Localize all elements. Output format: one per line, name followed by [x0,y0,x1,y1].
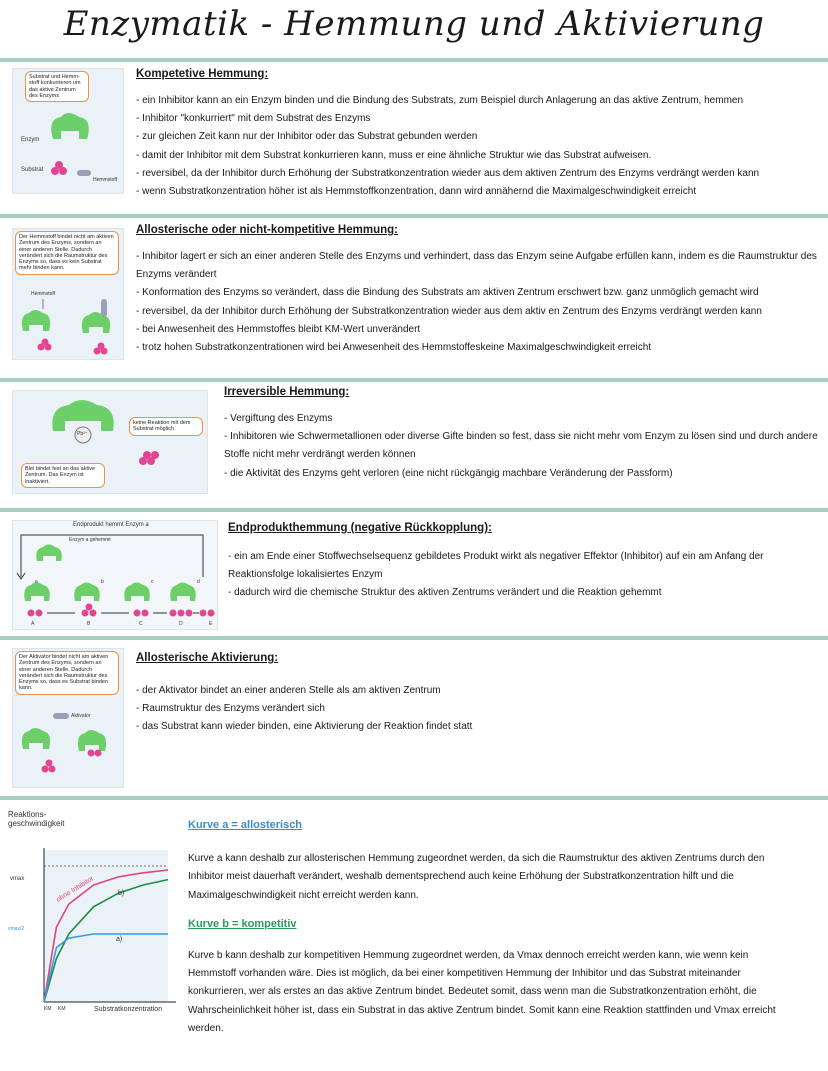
activation-content [136,652,818,737]
irreversible-heading: Irreversible Hemmung: [224,386,350,398]
bullet: - Inhibitor lagert er sich an einer anderen Stelle des Enzyms und verhindert, dass das Enzym seine Aufgabe erfüllen kann, indem es die Raumstruktur des Enzyms verändert [136,251,817,281]
bullet: - ein am Ende einer Stoffwechselsequenz gebildetes Produkt wirkt als negativer Effektor (Inhibitor) auf ein am Anfang der Reaktionsfolge lokalisiertes Enzym [228,551,764,581]
half-vmax-label: vmax/2 [8,926,25,932]
bullet: - zur gleichen Zeit kann nur der Inhibitor oder das Substrat gebunden werden [136,131,478,143]
bullet: - Vergiftung des Enzyms [224,413,333,424]
bullet: - der Aktivator bindet an einer anderen Stelle als am aktiven Zentrum [136,685,441,696]
km-label-1: KM [44,1006,52,1012]
competitive-callout: Substrat und Hemm-stoff konkurrieren um das aktive Zentrum des Enzyms [25,71,89,102]
endproduct-heading: Endprodukthemmung (negative Rückkopplung): [228,522,492,534]
section-competitive [0,62,828,212]
competitive-content [136,68,818,201]
endproduct-content [228,522,818,603]
page-title: Enzymatik - Hemmung und Aktivierung [63,4,765,44]
bullet: - Inhibitoren wie Schwermetallionen oder diverse Gifte binden so fest, dass sie nicht mehr vom Enzym zu lösen sind und durch andere Stoffe nicht mehr verdrängt werden können [224,431,818,461]
graph-explanation [188,816,788,1038]
bullet: - Raumstruktur des Enzyms verändert sich [136,703,325,715]
label-hemmstoff: Hemmstoff [31,291,56,297]
label-aktivator: Aktivator [71,713,91,719]
product-letter-B: B [87,621,91,627]
bullet: - damit der Inhibitor mit dem Substrat konkurrieren kann, muss er eine ähnliche Struktur wie das Substrat aufweisen. [136,149,652,161]
bullet: - Konformation des Enzyms so verändert, dass die Bindung des Substrats am aktiven Zentrum erschwert bzw. ganz unmöglich gemacht wird [136,287,759,299]
vmax-label: vmax [10,876,25,882]
kurve-a-heading: Kurve a = allosterisch [188,819,303,831]
figure-allosteric [12,228,124,360]
allosteric-callout: Der Hemmstoff bindet nicht am aktiven Zentrum des Enzyms, sondern an einer anderen Stelle. Dadurch verändert sich die Raumstruktur des Enzyms so, dass es kein Substrat mehr binden kann. [15,231,119,275]
endproduct-illustration [13,521,218,630]
kurve-b-text: Kurve b kann deshalb zur kompetitiven Hemmung zugeordnet werden, da Vmax dennoch erreicht werden kann, wie wenn kein Hemmstoff vorhanden wäre. Dies ist möglich, da bei einer kompetitiven Hemmung der Inhibitor und das Substrat miteinander konkurrieren, wer als erstes an das aktive Zentrum bindet. Bedeutet somit, dass wenn man die Substratkonzentration erhöht, die Wahrscheinlichkeit höher ist, dass ein Substrat in das aktive Zentrum bindet. Somit kann eine Reaktion stattfinden und Vmax erreicht werden. [188,950,776,1034]
figure-competitive [12,68,124,194]
curve-label-b: b) [118,890,125,897]
activation-heading: Allosterische Aktivierung: [136,652,279,664]
bullet: - die Aktivität des Enzyms geht verloren (eine nicht rückgängig machbare Veränderung der Passform) [224,467,673,479]
irreversible-content [224,386,818,483]
label-enzym: Enzym [21,137,40,143]
competitive-bullets [136,92,818,201]
bullet: - trotz hohen Substratkonzentrationen wird bei Anwesenheit des Hemmstoffeskeine Maximalgeschwindigkeit erreicht [136,342,652,354]
graph-ylabel: Reaktions- geschwindigkeit [8,810,65,828]
product-letter-D: D [179,621,183,627]
enzyme-letter-d: d [197,579,200,585]
bullet: - wenn Substratkonzentration höher ist als Hemmstoffkonzentration, dann wird annähernd die Maximalgeschwindigkeit erreicht [136,186,697,198]
label-pb: Pb²⁺ [77,431,88,437]
bullet: - das Substrat kann wieder binden, eine Aktivierung der Reaktion findet statt [136,721,473,733]
endproduct-bullets [228,548,818,603]
curve-label-ohne: ohne Inhibitor [55,875,96,904]
figure-endproduct [12,520,218,630]
allosteric-content [136,224,818,357]
figure-activation [12,648,124,788]
activation-callout: Der Aktivator bindet nicht am aktiven Zentrum des Enzyms, sondern an einer anderen Stelle. Dadurch verändert sich die Raumstruktur des Enzyms so, dass es Substrat binden kann. [15,651,119,695]
bullet: - Inhibitor "konkurriert" mit dem Substrat des Enzyms [136,113,371,125]
label-substrat: Substrat [21,167,44,173]
activation-bullets [136,682,818,737]
section-irreversible [0,382,828,506]
enzyme-letter-a: a [35,579,38,585]
allosteric-bullets [136,248,818,357]
product-letter-A: A [31,621,35,627]
section-allosteric [0,218,828,378]
section-endproduct [0,512,828,634]
divider [0,796,828,800]
section-activation [0,640,828,792]
kurve-a-text: Kurve a kann deshalb zur allosterischen Hemmung zugeordnet werden, da sich die Raumstruktur des aktiven Zentrums durch den Inhibitor meist dauerhaft verändert, weshalb dementsprechend auch keine Erhöhung der Substratkonzentration hilft und die Maximalgeschwindigkeit nicht erreicht werden kann. [188,853,765,901]
kinetics-chart [6,808,191,1023]
product-letter-C: C [139,621,143,627]
graph-xlabel: Substratkonzentration [94,1006,163,1013]
bullet: - reversibel, da der Inhibitor durch Erhöhung der Substratkonzentration wieder aus dem aktiven Zentrum des Enzyms verdrängt werden kann [136,167,760,179]
enzyme-letter-c: c [151,579,154,585]
bullet: - dadurch wird die chemische Struktur des aktiven Zentrums verändert und die Reaktion gehemmt [228,587,662,599]
label-hemmstoff: Hemmstoff [93,177,118,183]
irreversible-bullets [224,410,818,483]
bullet: - ein Inhibitor kann an ein Enzym binden und die Bindung des Substrats, zum Beispiel durch Anlagerung an das aktive Zentrum, hemmen [136,95,744,106]
inhibitor-shape [77,170,91,176]
section-graph [0,804,828,1068]
allosteric-heading: Allosterische oder nicht-kompetitive Hemmung: [136,224,398,236]
kurve-b-heading: Kurve b = kompetitiv [188,917,297,930]
enzyme-shape [51,113,89,139]
irreversible-callout: keine Reaktion mit dem Substrat möglich [129,417,203,436]
km-label-2: KM [58,1006,66,1012]
irreversible-callout-2: Blei bindet fest an das aktive Zentrum. Das Enzym ist inaktiviert. [21,463,105,488]
figure-irreversible [12,390,208,494]
label-endprodukt: Endprodukt hemmt Enzym a [73,522,149,528]
enzyme-letter-b: b [101,579,104,585]
bullet: - bei Anwesenheit des Hemmstoffes bleibt KM-Wert unverändert [136,323,421,335]
kinetics-graph [6,808,191,1068]
competitive-heading: Kompetetive Hemmung: [136,68,269,80]
curve-label-a: a) [116,936,123,943]
product-letter-E: E [209,621,213,627]
label-enzym-a-gehemmt: Enzym a gehemmt [69,537,111,543]
bullet: - reversibel, da der Inhibitor durch Erhöhung der Substratkonzentration wieder aus dem aktiv en Zentrum des Enzyms verdrängt werden kann [136,305,762,317]
